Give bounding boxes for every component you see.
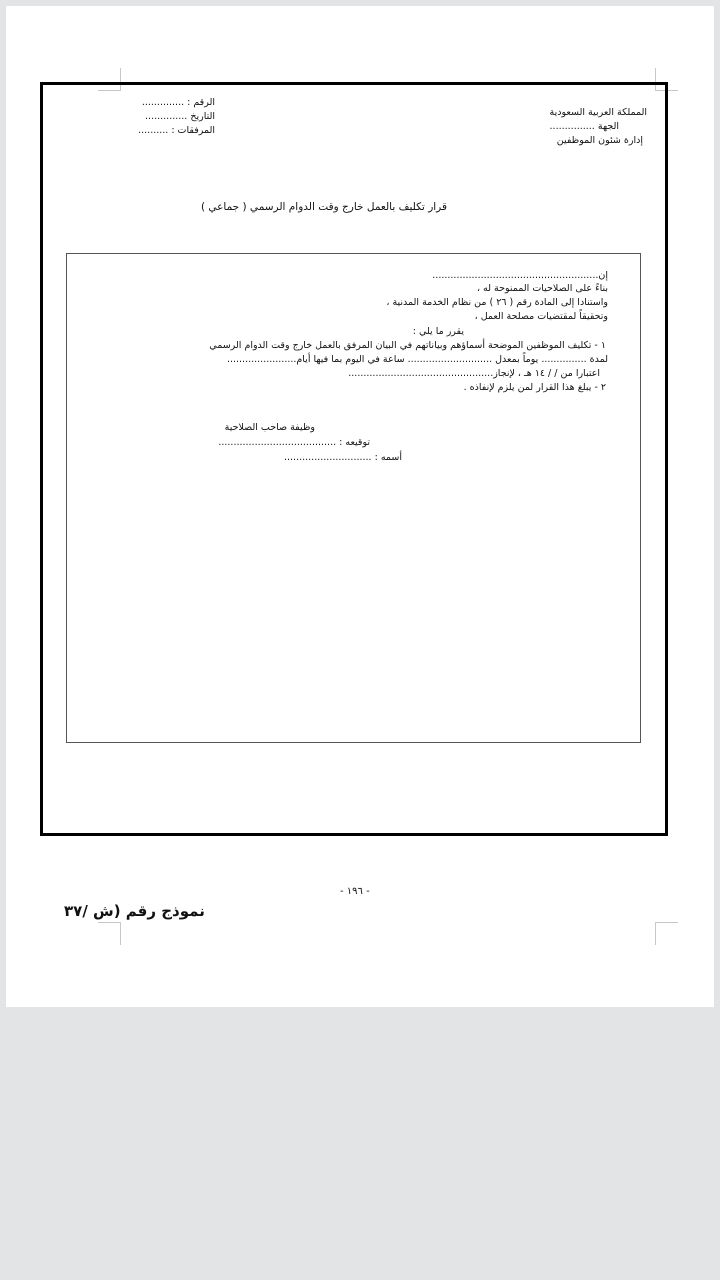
body-line-notify: ٢ - يبلغ هذا القرار لمن يلزم لإنفاذه . xyxy=(463,382,606,393)
body-line-duration: لمدة ............... يوماً بمعدل ............................ ساعة في اليوم بما فيها أيام....................... xyxy=(226,354,608,365)
authority-position: وظيفة صاحب الصلاحية xyxy=(224,422,315,433)
attachments-field: المرفقات : .......... xyxy=(138,125,215,136)
body-line-start-date: اعتبارا من / / ١٤ هـ ، لإنجاز................................................ xyxy=(348,368,600,379)
entity-field: الجهة ............... xyxy=(549,121,619,132)
form-number: نموذج رقم (ش /٣٧ xyxy=(64,902,205,920)
reference-number: الرقم : .............. xyxy=(141,97,215,108)
crop-mark-bottom-left xyxy=(98,922,121,945)
form-frame xyxy=(40,82,668,836)
decision-title: قرار تكليف بالعمل خارج وقت الدوام الرسمي ( جماعي ) xyxy=(200,201,447,213)
signature-field: توقيعه : ....................................... xyxy=(218,437,370,448)
department-name: إدارة شئون الموظفين xyxy=(556,135,643,146)
page-number: - ١٩٦ - xyxy=(340,886,370,897)
kingdom-name: المملكة العربية السعودية xyxy=(549,107,647,118)
crop-mark-bottom-right xyxy=(655,922,678,945)
body-line-article: واستنادا إلى المادة رقم ( ٢٦ ) من نظام الخدمة المدنية ، xyxy=(386,297,608,308)
decision-body-box xyxy=(66,253,641,743)
body-line-authority: بناءً على الصلاحيات الممنوحة له ، xyxy=(476,283,608,294)
body-line-issuer: إن....................................................... xyxy=(432,270,608,281)
body-line-interest: وتحقيقاً لمقتضيات مصلحة العمل ، xyxy=(474,311,608,322)
body-line-assignment: ١ - تكليف الموظفين الموضحة أسماؤهم وبياناتهم في البيان المرفق بالعمل خارج وقت الدوام الرسمي xyxy=(209,340,606,351)
name-field: أسمه : ............................. xyxy=(284,452,402,463)
date-field: التاريخ .............. xyxy=(145,111,215,122)
document-page xyxy=(6,6,714,1007)
body-line-decides: يقرر ما يلي : xyxy=(412,326,464,337)
